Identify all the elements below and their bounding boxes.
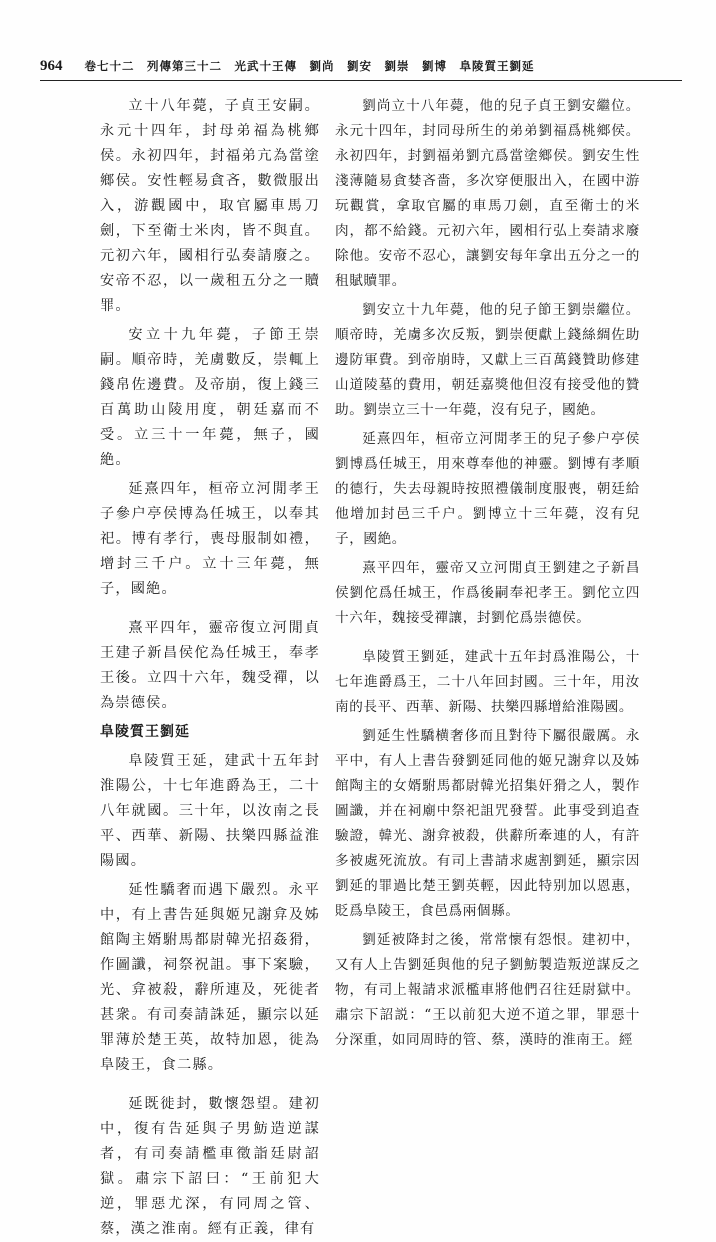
running-title: 卷七十二 列傳第三十二 光武十王傳 劉尚 劉安 劉崇 劉博 阜陵質王劉延 [84,59,535,73]
classical-paragraph: 立十八年薨，子貞王安嗣。永元十四年，封母弟福為桃鄉侯。永初四年，封福弟亢為當塗鄉侯。安性輕易貪吝，數微服出入，游觀國中，取官屬車馬刀劍，下至衛士米肉，皆不與直。元初六年，國相行弘奏請廢之。安帝不忍，以一歲租五分之一贖罪。 [100,98,320,314]
classical-paragraph: 安立十九年薨，子節王崇嗣。順帝時，羌虜數反，崇輒上錢帛佐邊費。及帝崩，復上錢三百萬助山陵用度，朝廷嘉而不受。立三十一年薨，無子，國絶。 [100,327,320,468]
classical-paragraph: 阜陵質王延，建武十五年封淮陽公，十七年進爵為王，二十八年就國。三十年，以汝南之長平、西華、新陽、扶樂四縣益淮陽國。 [100,753,320,869]
classical-text-column [100,94,320,1237]
translation-paragraph: 劉安立十九年薨，他的兒子節王劉崇繼位。順帝時，羌虜多次反叛，劉崇便獻上錢絲綢佐助邊防軍費。到帝崩時，又獻上三百萬錢贊助修建山道陵墓的費用，朝廷嘉獎他但沒有接受他的贊助。劉崇立三十一年薨，沒有兒子，國絶。 [335,302,640,418]
translation-paragraph: 劉延生性驕横奢侈而且對待下屬很嚴厲。永平中，有人上書告發劉延同他的姬兄謝弇以及姊館陶主的女婿駙馬都尉韓光招集奸猾之人，製作圖讖，并在祠廟中祭祀詛咒發誓。此事受到追查驗證，韓光、謝弇被殺，供辭所牽連的人，有許多被處死流放。有司上書請求處割劉延，顯宗因劉延的罪過比楚王劉英輕，因此特别加以恩惠，貶爲阜陵王，食邑爲兩個縣。 [335,728,640,919]
section-heading: 阜陵質王劉延 [100,724,190,740]
translation-paragraph: 阜陵質王劉延，建武十五年封爲淮陽公，十七年進爵爲王，二十八年回封國。三十年，用汝南的長平、西華、新陽、扶樂四縣增給淮陽國。 [335,649,640,715]
classical-paragraph: 延性驕奢而遇下嚴烈。永平中，有上書告延與姬兄謝弇及姊館陶主婿駙馬都尉韓光招姦猾，作圖讖，祠祭祝詛。事下案驗，光、弇被殺，辭所連及，死徙者甚衆。有司奏請誅延，顯宗以延罪薄於楚王英，故特加恩，徙為阜陵王，食二縣。 [100,882,320,1073]
classical-paragraph: 延熹四年，桓帝立河閒孝王子參户亭侯博為任城王，以奉其祀。博有孝行，喪母服制如禮，增封三千户。立十三年薨，無子，國絶。 [100,481,320,597]
page-header [40,52,682,81]
classical-paragraph: 延既徙封，數懷怨望。建初中，復有告延與子男魴造逆謀者，有司奏請檻車徵詣廷尉詔獄。肅宗下詔曰：“王前犯大逆，罪惡尤深，有同周之管、蔡，漢之淮南。經有正義，律有 [100,1096,320,1237]
translation-text-column [335,94,640,1048]
page-number: 964 [40,58,63,74]
classical-paragraph: 熹平四年，靈帝復立河閒貞王建子新昌侯佗為任城王，奉孝王後。立四十六年，魏受禪，以為崇德侯。 [100,620,320,711]
translation-paragraph: 劉尚立十八年薨，他的兒子貞王劉安繼位。永元十四年，封同母所生的弟弟劉福爲桃鄉侯。永初四年，封劉福弟劉亢爲當塗鄉侯。劉安生性淺薄隨易貪婪吝嗇，多次穿便服出入，在國中游玩觀賞，拿取官屬的車馬刀劍，直至衛士的米肉，都不給錢。元初六年，國相行弘上奏請求廢除他。安帝不忍心，讓劉安每年拿出五分之一的租賦贖罪。 [335,98,640,289]
translation-paragraph: 熹平四年，靈帝又立河閒貞王劉建之子新昌侯劉佗爲任城王，作爲後嗣奉祀孝王。劉佗立四十六年，魏接受禪讓，封劉佗爲崇德侯。 [335,560,640,626]
translation-paragraph: 延熹四年，桓帝立河閒孝王的兒子參户亭侯劉博爲任城王，用來尊奉他的神靈。劉博有孝順的德行，失去母親時按照禮儀制度服喪，朝廷給他增加封邑三千户。劉博立十三年薨，沒有兒子，國絶。 [335,431,640,547]
translation-paragraph: 劉延被降封之後，常常懷有怨恨。建初中，又有人上告劉延與他的兒子劉魴製造叛逆謀反之物，有司上報請求派檻車將他們召往廷尉獄中。肅宗下詔説：“王以前犯大逆不道之罪，罪惡十分深重，如同周時的管、蔡，漢時的淮南王。經 [335,932,640,1048]
